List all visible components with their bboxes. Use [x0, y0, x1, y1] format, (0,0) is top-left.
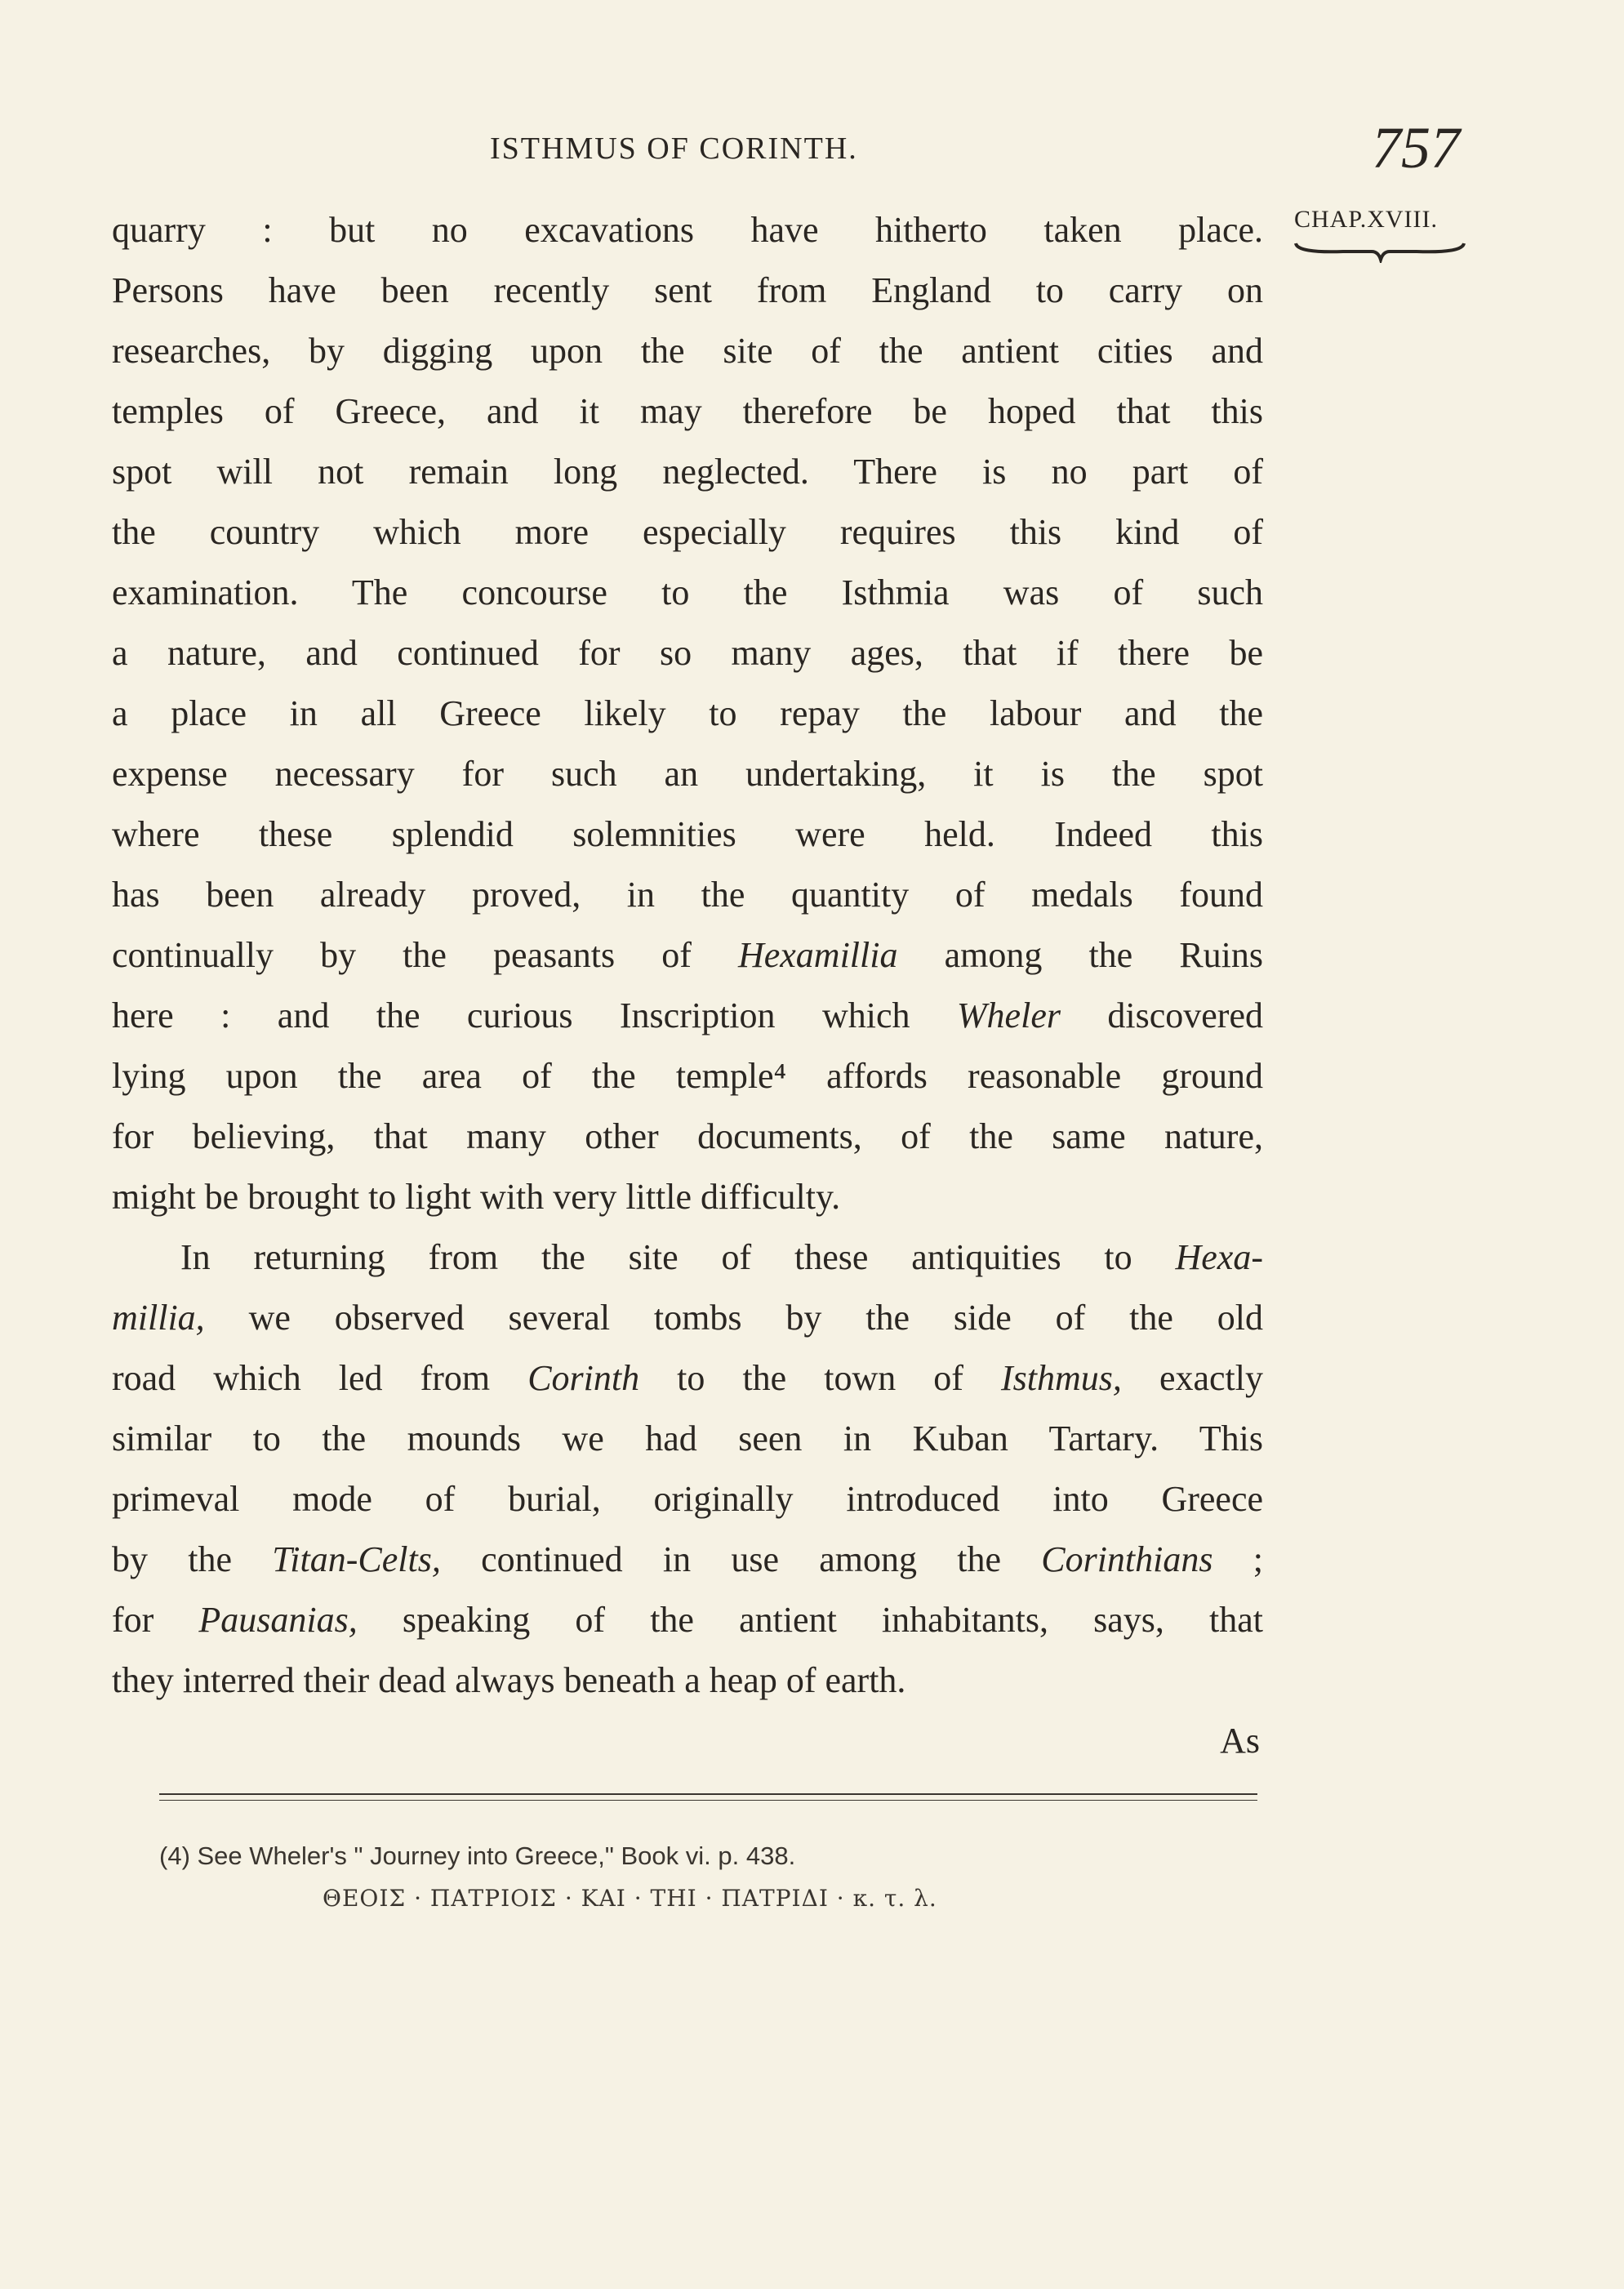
text-line	[112, 925, 1263, 986]
italic-segment: Corinth	[527, 1358, 640, 1398]
text-line	[112, 1650, 1263, 1711]
text-line	[112, 1409, 1263, 1469]
text-segment: they interred their dead always beneath a heap of earth.	[112, 1660, 906, 1700]
text-segment: researches, by digging upon the site of the antient cities and	[112, 331, 1263, 371]
running-title: ISTHMUS OF CORINTH.	[490, 131, 858, 166]
text-segment: primeval mode of burial, originally introduced into Greece	[112, 1479, 1263, 1519]
italic-segment: Corinthians	[1041, 1539, 1213, 1579]
text-line	[112, 1167, 1263, 1227]
text-segment: for believing, that many other documents, of the same nature,	[112, 1116, 1263, 1156]
text-segment: we observed several tombs by the side of the old	[204, 1298, 1263, 1338]
footnote-greek-inscription: ΘΕΟΙΣ · ΠΑΤΡΙΟΙΣ · ΚΑΙ · ΤΗΙ · ΠΑΤΡΙΔΙ · κ. τ. λ.	[323, 1885, 937, 1912]
italic-segment: Pausanias,	[198, 1600, 358, 1640]
italic-segment: Hexamillia	[737, 935, 898, 975]
text-segment: expense necessary for such an undertaking, it is the spot	[112, 754, 1263, 794]
text-line	[112, 986, 1263, 1046]
text-line	[112, 502, 1263, 563]
italic-segment: millia,	[112, 1298, 205, 1338]
text-line	[112, 1107, 1263, 1167]
text-segment: spot will not remain long neglected. There is no part of	[112, 452, 1263, 492]
text-segment: speaking of the antient inhabitants, says, that	[357, 1600, 1263, 1640]
text-segment: where these splendid solemnities were held. Indeed this	[112, 814, 1263, 854]
text-segment: to the town of	[639, 1358, 1001, 1398]
text-line	[112, 563, 1263, 623]
text-line	[112, 744, 1263, 804]
chapter-brace-ornament	[1294, 238, 1466, 263]
text-segment: continued in use among the	[440, 1539, 1042, 1579]
text-line	[112, 1046, 1263, 1107]
footnote-separator	[159, 1793, 1257, 1803]
text-segment: lying upon the area of the temple⁴ affords reasonable ground	[112, 1056, 1263, 1096]
text-line	[112, 623, 1263, 684]
text-line	[112, 1348, 1263, 1409]
text-segment: temples of Greece, and it may therefore be hoped that this	[112, 391, 1263, 431]
text-line	[112, 321, 1263, 381]
page-header	[0, 115, 1624, 188]
catchword: As	[1220, 1721, 1260, 1761]
text-segment: road which led from	[112, 1358, 528, 1398]
text-segment: a place in all Greece likely to repay the labour and the	[112, 693, 1263, 733]
footnote-reference: (4) See Wheler's " Journey into Greece," Book vi. p. 438.	[159, 1841, 796, 1870]
text-segment: Persons have been recently sent from England to carry on	[112, 270, 1263, 310]
text-segment: a nature, and continued for so many ages, that if there be	[112, 633, 1263, 673]
chapter-marginal-note: CHAP.XVIII.	[1294, 206, 1438, 233]
text-segment: exactly	[1121, 1358, 1263, 1398]
text-segment: the country which more especially requires this kind of	[112, 512, 1263, 552]
italic-segment: Hexa-	[1175, 1237, 1263, 1277]
text-line	[112, 1227, 1263, 1288]
footnotes	[159, 1835, 1257, 1920]
text-line	[112, 1469, 1263, 1530]
text-segment: by the	[112, 1539, 273, 1579]
text-segment: among the Ruins	[897, 935, 1264, 975]
text-segment: ;	[1212, 1539, 1263, 1579]
text-line	[112, 442, 1263, 502]
page-number: 757	[1372, 115, 1460, 180]
text-line	[112, 381, 1263, 442]
text-segment: In returning from the site of these antiquities to	[180, 1237, 1176, 1277]
text-line	[112, 261, 1263, 321]
text-line	[112, 804, 1263, 865]
text-segment: here : and the curious Inscription which	[112, 995, 957, 1035]
text-segment: examination. The concourse to the Isthmia was of such	[112, 572, 1263, 612]
text-segment: discovered	[1060, 995, 1263, 1035]
text-line	[112, 1530, 1263, 1590]
text-line	[112, 200, 1263, 261]
text-segment: might be brought to light with very little difficulty.	[112, 1177, 841, 1217]
text-segment: quarry : but no excavations have hitherto taken place.	[112, 210, 1263, 250]
body-text	[112, 200, 1263, 1771]
italic-segment: Titan-Celts,	[272, 1539, 441, 1579]
text-segment: for	[112, 1600, 199, 1640]
text-segment: has been already proved, in the quantity of medals found	[112, 875, 1263, 915]
text-segment: similar to the mounds we had seen in Kuban Tartary. This	[112, 1418, 1263, 1458]
text-segment: continually by the peasants of	[112, 935, 738, 975]
italic-segment: Isthmus,	[1001, 1358, 1122, 1398]
text-line	[112, 865, 1263, 925]
text-line	[112, 1590, 1263, 1650]
italic-segment: Wheler	[956, 995, 1061, 1035]
text-line	[112, 1288, 1263, 1348]
text-line	[112, 684, 1263, 744]
